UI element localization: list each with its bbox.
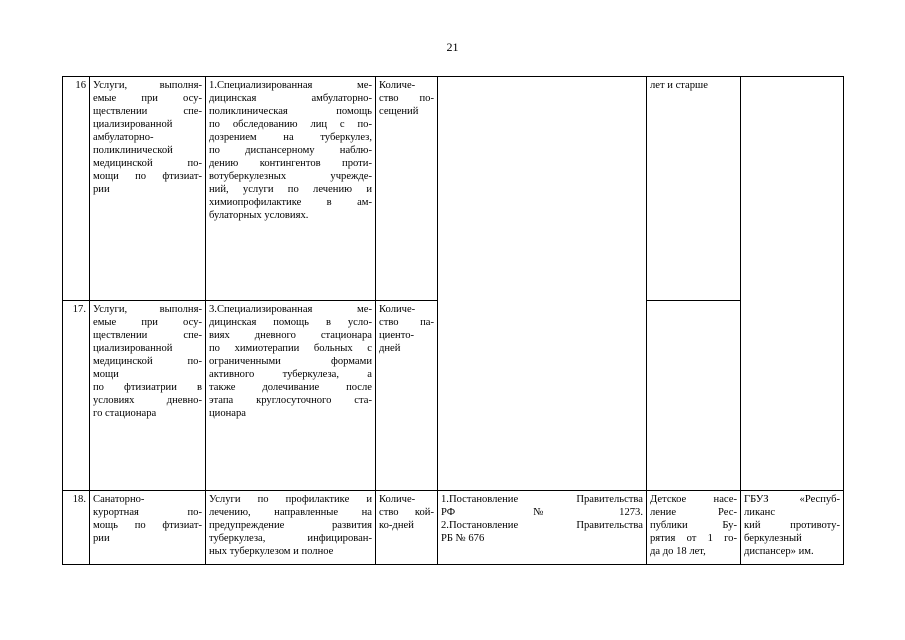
table-row-18 <box>63 491 844 565</box>
cell-line: РБ № 676 <box>441 533 485 544</box>
service-cell <box>90 301 206 491</box>
cell-line: РФ №1273. <box>441 507 643 518</box>
cell-line: ний, услуги по лечению и <box>209 184 372 195</box>
description-cell <box>206 491 376 565</box>
cell-line: по обследованию лиц с по- <box>209 119 372 130</box>
cell-line: рятия от 1 го- <box>650 533 737 544</box>
cell-line: ко-дней <box>379 520 414 531</box>
cell-line: ществлении спе- <box>93 330 202 341</box>
cell-line: предупреждение развития <box>209 520 372 531</box>
cell-line: 2.Постановление Правительства <box>441 520 643 531</box>
cell-line: дозрением на туберкулез, <box>209 132 372 143</box>
cell-line: беркулезный <box>744 533 802 544</box>
unit-cell <box>376 77 438 301</box>
cell-line: вотуберкулезных учрежде- <box>209 171 372 182</box>
cell-line: сещений <box>379 106 419 117</box>
cell-line: дицинская помощь в усло- <box>209 317 372 328</box>
population-cell <box>647 491 741 565</box>
row-number: 16 <box>63 77 90 301</box>
population-cell <box>647 301 741 491</box>
cell-line: мощи <box>93 369 119 380</box>
cell-line: лечению, направленные на <box>209 507 372 518</box>
cell-line: Количе- <box>379 304 416 315</box>
page-number: 21 <box>446 40 459 54</box>
cell-line: кий противоту- <box>744 520 840 531</box>
cell-line: туберкулеза, инфицирован- <box>209 533 372 544</box>
cell-line: по фтизиатрии в <box>93 382 202 393</box>
cell-line: ных туберкулезом и полное <box>209 546 334 557</box>
provider-cell <box>741 77 844 491</box>
row-number: 17. <box>63 301 90 491</box>
cell-line: виях дневного стационара <box>209 330 372 341</box>
cell-line: рии <box>93 533 110 544</box>
cell-line: ство по- <box>379 93 434 104</box>
cell-line: булаторных условиях. <box>209 210 309 221</box>
cell-line: Санаторно- <box>93 494 145 505</box>
service-cell <box>90 77 206 301</box>
cell-line: медицинской по- <box>93 158 202 169</box>
description-cell <box>206 77 376 301</box>
cell-line: циализированной <box>93 343 173 354</box>
cell-line: ство па- <box>379 317 434 328</box>
cell-line: емые при осу- <box>93 93 202 104</box>
service-cell <box>90 491 206 565</box>
unit-cell <box>376 301 438 491</box>
description-cell <box>206 301 376 491</box>
cell-line: ГБУЗ «Респуб- <box>744 494 840 505</box>
unit-cell <box>376 491 438 565</box>
cell-line: Количе- <box>379 494 416 505</box>
cell-line: активного туберкулеза, а <box>209 369 372 380</box>
row-number: 18. <box>63 491 90 565</box>
cell-line: циенто- <box>379 330 415 341</box>
cell-line: 1.Постановление Правительства <box>441 494 643 505</box>
cell-line: мощи по фтизиат- <box>93 171 202 182</box>
cell-line: ление Рес- <box>650 507 737 518</box>
cell-line: ционара <box>209 408 247 419</box>
cell-line: по химиотерапии больных с <box>209 343 372 354</box>
provider-cell <box>741 491 844 565</box>
cell-line: ликанс <box>744 507 776 518</box>
cell-line: Количе- <box>379 80 416 91</box>
cell-line: 1.Специализированная ме- <box>209 80 372 91</box>
cell-line: химиопрофилактике в ам- <box>209 197 372 208</box>
cell-line: 3.Специализированная ме- <box>209 304 372 315</box>
cell-line: публики Бу- <box>650 520 737 531</box>
cell-line: поликлинической <box>93 145 173 156</box>
basis-cell <box>438 77 647 491</box>
cell-line: дицинская амбулаторно- <box>209 93 372 104</box>
cell-line: Детское насе- <box>650 494 737 505</box>
cell-line: мощь по фтизиат- <box>93 520 202 531</box>
cell-line: дению контингентов проти- <box>209 158 372 169</box>
cell-line: го стационара <box>93 408 157 419</box>
cell-line: по диспансерному наблю- <box>209 145 372 156</box>
services-table <box>62 76 844 565</box>
cell-line: Услуги, выполня- <box>93 304 202 315</box>
cell-line: рии <box>93 184 110 195</box>
population-cell <box>647 77 741 301</box>
cell-line: поликлиническая помощь <box>209 106 372 117</box>
cell-line: условиях дневно- <box>93 395 202 406</box>
cell-line: Услуги, выполня- <box>93 80 202 91</box>
cell-line: курортная по- <box>93 507 202 518</box>
cell-line: да до 18 лет, <box>650 546 706 557</box>
cell-line: циализированной <box>93 119 173 130</box>
cell-line: амбулаторно- <box>93 132 154 143</box>
cell-line: ществлении спе- <box>93 106 202 117</box>
cell-line: лет и старше <box>650 80 708 91</box>
cell-line: ограниченными формами <box>209 356 372 367</box>
cell-line: Услуги по профилактике и <box>209 494 372 505</box>
cell-line: также долечивание после <box>209 382 372 393</box>
cell-line: диспансер» им. <box>744 546 814 557</box>
cell-line: ство кой- <box>379 507 434 518</box>
table-row-16 <box>63 77 844 301</box>
cell-line: дней <box>379 343 401 354</box>
basis-cell <box>438 491 647 565</box>
cell-line: медицинской по- <box>93 356 202 367</box>
cell-line: этапа круглосуточного ста- <box>209 395 372 406</box>
cell-line: емые при осу- <box>93 317 202 328</box>
